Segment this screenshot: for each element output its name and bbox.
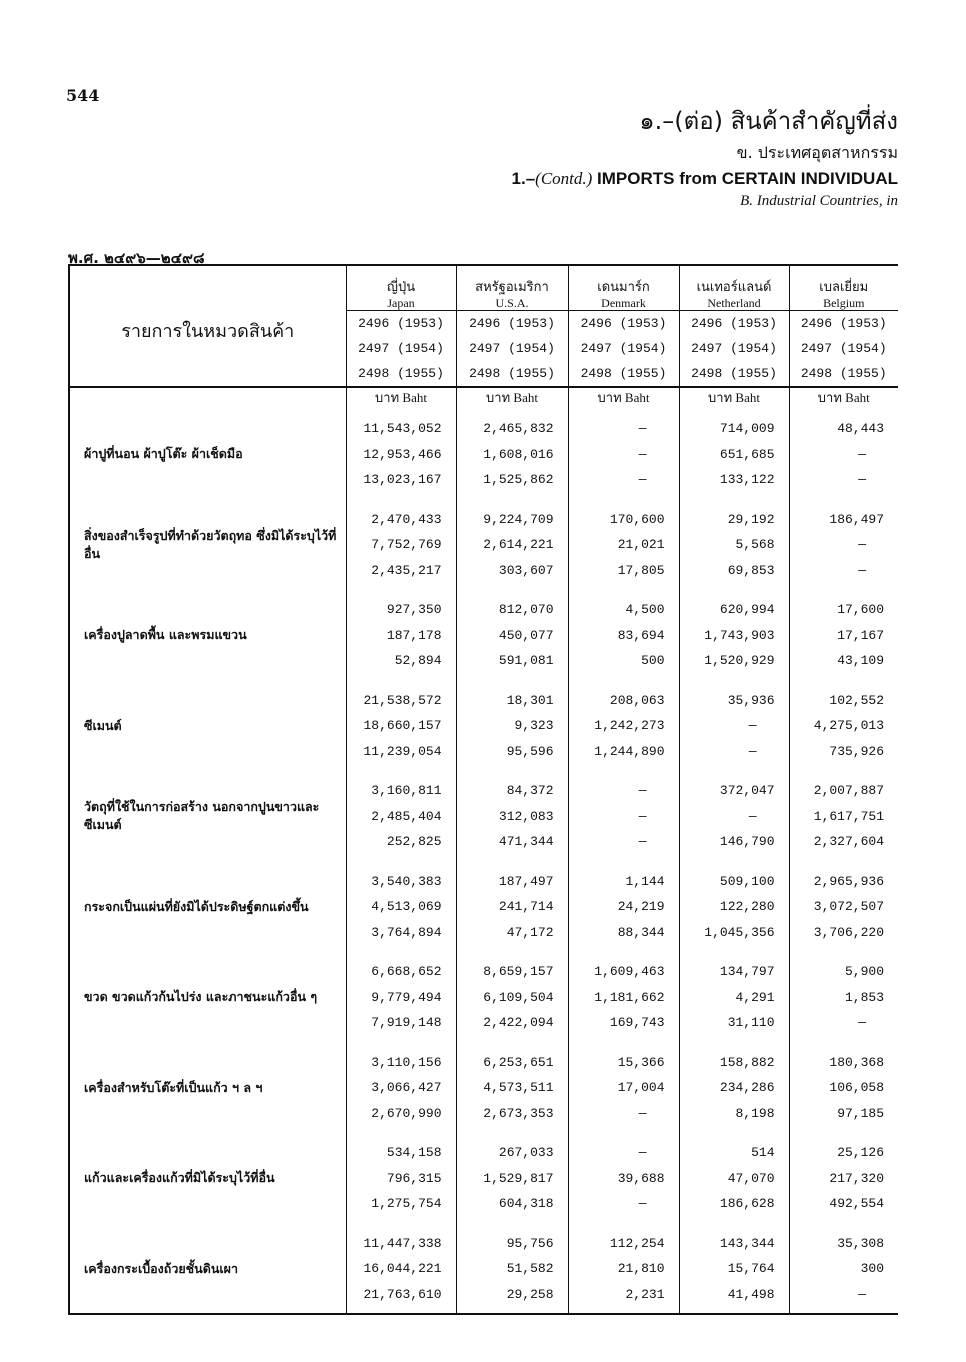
value-cell [456, 499, 568, 590]
year-label: 2498 (1955) [469, 366, 555, 381]
value-cell [789, 589, 898, 680]
table-value: 146,790 [719, 834, 775, 849]
table-value: 3,110,156 [371, 1054, 442, 1070]
value-cell [679, 499, 789, 590]
value-cell [456, 1132, 568, 1223]
table-value: — [638, 1196, 647, 1211]
table-value: 1,743,903 [704, 627, 775, 643]
table-value: 534,158 [386, 1145, 442, 1160]
value-cell [789, 770, 898, 861]
year-label: 2496 (1953) [800, 316, 887, 331]
page-header [512, 104, 898, 212]
table-value: 2,465,832 [483, 421, 554, 436]
item-label: ผ้าปูที่นอน ผ้าปูโต๊ะ ผ้าเช็ดมือ [84, 446, 243, 461]
table-value: 31,110 [727, 1015, 775, 1030]
table-value: 208,063 [609, 692, 665, 708]
table-value: 29,258 [506, 1286, 554, 1302]
value-cell [568, 861, 679, 952]
item-label-cell [69, 1223, 346, 1315]
table-value: 9,323 [514, 718, 554, 733]
value-cell [568, 770, 679, 861]
table-value: 12,953,466 [363, 446, 442, 462]
table-value: — [858, 1286, 866, 1302]
value-cell [679, 1223, 789, 1315]
table-value: 8,659,157 [483, 964, 554, 979]
table-value: 97,185 [837, 1105, 884, 1121]
table-value: 7,752,769 [371, 537, 442, 552]
country-name-english: Japan [347, 296, 456, 311]
table-value: 143,344 [719, 1235, 775, 1251]
table-value: 95,756 [506, 1235, 554, 1251]
table-value: 170,600 [609, 511, 665, 527]
value-cell [568, 951, 679, 1042]
value-cell [679, 589, 789, 680]
table-value: 1,045,356 [704, 924, 775, 940]
value-cell [346, 408, 456, 499]
table-row [69, 499, 898, 590]
value-cell [346, 1223, 456, 1315]
country-name-english: U.S.A. [457, 296, 568, 311]
item-label: เครื่องปูลาดพื้น และพรมแขวน [84, 627, 247, 642]
table-value: 2,007,887 [813, 783, 884, 798]
table-value: 1,244,890 [594, 743, 665, 759]
item-label: แก้วและเครื่องแก้วที่มิได้ระบุไว้ที่อื่น [84, 1170, 275, 1185]
table-value: 6,253,651 [483, 1054, 554, 1070]
unit-label: บาท Baht [568, 387, 679, 408]
table-value: 187,497 [498, 873, 554, 889]
unit-row [69, 387, 898, 408]
table-value: 303,607 [498, 562, 554, 578]
table-value: 2,422,094 [483, 1015, 554, 1030]
year-label: 2496 (1953) [691, 316, 777, 331]
year-label: 2496 (1953) [358, 316, 444, 331]
table-value: — [748, 808, 757, 824]
table-value: 1,144 [625, 873, 665, 889]
table-row [69, 861, 898, 952]
table-value: 88,344 [617, 924, 665, 940]
country-header-usa [456, 265, 568, 387]
table-value: — [858, 472, 866, 487]
table-value: 6,668,652 [371, 964, 442, 979]
table-value: 234,286 [719, 1080, 775, 1095]
table-value: 169,743 [609, 1015, 665, 1030]
year-label: 2498 (1955) [800, 366, 887, 381]
country-name-english: Denmark [569, 296, 679, 311]
table-value: 122,280 [719, 899, 775, 914]
table-value: 4,291 [735, 989, 775, 1005]
item-label-cell [69, 770, 346, 861]
table-row [69, 951, 898, 1042]
value-cell [568, 1042, 679, 1133]
item-label-cell [69, 1132, 346, 1223]
value-cell [456, 951, 568, 1042]
table-value: 180,368 [829, 1054, 884, 1070]
table-value: 6,109,504 [483, 989, 554, 1005]
table-row [69, 680, 898, 771]
table-value: 106,058 [829, 1080, 884, 1095]
table-value: 11,239,054 [363, 743, 442, 759]
value-cell [568, 499, 679, 590]
table-value: 13,023,167 [363, 472, 442, 487]
table-value: 300 [860, 1261, 884, 1276]
table-value: 69,853 [727, 562, 775, 578]
table-value: — [858, 537, 866, 552]
table-value: 372,047 [719, 783, 775, 798]
table-value: 1,617,751 [813, 808, 884, 824]
table-value: 9,779,494 [371, 989, 442, 1005]
item-label: ขวด ขวดแก้วก้นไปร่ง และภาชนะแก้วอื่น ๆ [84, 989, 318, 1004]
table-value: 620,994 [719, 602, 775, 617]
table-value: 11,447,338 [363, 1235, 442, 1251]
table-value: 35,308 [837, 1235, 884, 1251]
table-value: 35,936 [727, 692, 775, 708]
table-value: 2,485,404 [371, 808, 442, 824]
table-value: — [748, 743, 757, 759]
table-value: 47,070 [727, 1170, 775, 1186]
value-cell [789, 951, 898, 1042]
table-value: 16,044,221 [363, 1261, 442, 1276]
unit-cell-empty [69, 387, 346, 408]
table-value: 39,688 [617, 1170, 665, 1186]
value-cell [346, 680, 456, 771]
table-value: 5,568 [735, 537, 775, 552]
table-value: 514 [751, 1145, 775, 1160]
value-cell [346, 770, 456, 861]
year-label: 2497 (1954) [691, 341, 777, 356]
title-en-main: IMPORTS from CERTAIN INDIVIDUAL [592, 169, 898, 188]
page-number: 544 [66, 86, 100, 105]
table-value: — [638, 446, 647, 462]
table-value: 51,582 [506, 1261, 554, 1276]
value-cell [679, 951, 789, 1042]
table-value: 4,573,511 [483, 1080, 554, 1095]
value-cell [789, 680, 898, 771]
table-value: 1,242,273 [594, 718, 665, 733]
table-value: 43,109 [837, 653, 884, 668]
title-en-prefix: 1.– [511, 169, 536, 188]
unit-label: บาท Baht [679, 387, 789, 408]
table-value: 267,033 [498, 1145, 554, 1160]
table-value: 604,318 [498, 1196, 554, 1211]
table-row [69, 1223, 898, 1315]
table-row [69, 1042, 898, 1133]
table-value: 4,275,013 [813, 718, 884, 733]
year-label: 2497 (1954) [358, 341, 444, 356]
value-cell [568, 1223, 679, 1315]
table-value: 187,178 [386, 627, 442, 643]
table-value: 25,126 [837, 1145, 884, 1160]
table-value: 24,219 [617, 899, 665, 914]
table-value: 8,198 [735, 1105, 775, 1121]
year-label: 2498 (1955) [358, 366, 444, 381]
value-cell [789, 1042, 898, 1133]
table-value: — [748, 718, 757, 733]
item-label-cell [69, 408, 346, 499]
item-label: เครื่องกระเบื้องถ้วยชั้นดินเผา [84, 1260, 238, 1276]
table-value: 4,513,069 [371, 899, 442, 914]
table-value: 17,805 [617, 562, 665, 578]
table-value: 217,320 [829, 1170, 884, 1186]
country-header-netherland [679, 265, 789, 387]
table-value: 52,894 [394, 653, 442, 668]
country-name-english: Netherland [680, 296, 789, 311]
value-cell [679, 770, 789, 861]
category-header: รายการในหมวดสินค้า [121, 320, 295, 342]
item-label-cell [69, 680, 346, 771]
year-label: 2498 (1955) [580, 366, 667, 381]
table-value: 2,965,936 [813, 873, 884, 889]
table-value: 2,673,353 [483, 1105, 554, 1121]
table-value: — [858, 562, 866, 578]
table-value: 83,694 [617, 627, 665, 643]
table-value: 2,435,217 [371, 562, 442, 578]
country-name-thai: เดนมาร์ก [597, 280, 650, 295]
value-cell [456, 1042, 568, 1133]
table-value: 15,366 [617, 1054, 665, 1070]
year-label: 2496 (1953) [580, 316, 667, 331]
country-name-thai: ญี่ปุ่น [386, 280, 416, 295]
value-cell [568, 589, 679, 680]
table-value: 252,825 [386, 834, 442, 849]
table-value: 1,275,754 [371, 1196, 442, 1211]
item-label-cell [69, 499, 346, 590]
table-header-row [69, 265, 898, 387]
table-value: 1,525,862 [483, 472, 554, 487]
table-value: 21,538,572 [363, 692, 442, 708]
table-value: 591,081 [498, 653, 554, 668]
table-value: 2,670,990 [371, 1105, 442, 1121]
value-cell [456, 589, 568, 680]
value-cell [346, 861, 456, 952]
unit-label: บาท Baht [456, 387, 568, 408]
imports-table [68, 264, 898, 1315]
value-cell [679, 1042, 789, 1133]
table-value: 471,344 [498, 834, 554, 849]
table-value: 3,072,507 [813, 899, 884, 914]
table-value: — [638, 783, 647, 798]
country-name-english: Belgium [790, 296, 899, 311]
table-value: — [638, 1145, 647, 1160]
value-cell [346, 589, 456, 680]
table-value: 1,181,662 [594, 989, 665, 1005]
table-value: 927,350 [386, 602, 442, 617]
item-label-cell [69, 951, 346, 1042]
table-value: 102,552 [829, 692, 884, 708]
item-label-cell [69, 861, 346, 952]
item-label: เครื่องสำหรับโต๊ะที่เป็นแก้ว ฯ ล ฯ [84, 1079, 263, 1095]
table-value: 3,066,427 [371, 1080, 442, 1095]
table-value: 2,327,604 [813, 834, 884, 849]
title-english [512, 168, 898, 190]
value-cell [789, 499, 898, 590]
unit-label: บาท Baht [346, 387, 456, 408]
table-value: 17,004 [617, 1080, 665, 1095]
table-value: 2,614,221 [483, 537, 554, 552]
table-value: 133,122 [719, 472, 775, 487]
table-value: 17,600 [837, 602, 884, 617]
value-cell [346, 951, 456, 1042]
value-cell [679, 1132, 789, 1223]
table-value: 1,529,817 [483, 1170, 554, 1186]
table-value: 21,763,610 [363, 1286, 442, 1302]
title-en-contd: (Contd.) [535, 169, 593, 188]
table-value: 47,172 [506, 924, 554, 940]
subtitle-english: B. Industrial Countries, in [740, 193, 898, 209]
table-value: — [638, 808, 647, 824]
value-cell [789, 1223, 898, 1315]
table-value: — [638, 472, 647, 487]
table-value: 5,900 [844, 964, 884, 979]
table-value: 21,021 [617, 537, 665, 552]
table-value: 651,685 [719, 446, 775, 462]
table-value: 2,231 [625, 1286, 665, 1302]
item-label-cell [69, 589, 346, 680]
value-cell [789, 1132, 898, 1223]
country-name-thai: เนเทอร์แลนด์ [696, 280, 772, 295]
table-value: 112,254 [609, 1235, 665, 1251]
year-label: 2497 (1954) [580, 341, 667, 356]
table-value: 714,009 [719, 421, 775, 436]
year-label: 2498 (1955) [691, 366, 777, 381]
table-value: 450,077 [498, 627, 554, 643]
unit-label: บาท Baht [789, 387, 898, 408]
year-label: 2497 (1954) [800, 341, 887, 356]
table-value: 48,443 [837, 421, 884, 436]
title-thai: ๑.–(ต่อ) สินค้าสำคัญที่ส่ง [639, 107, 898, 135]
value-cell [568, 680, 679, 771]
table-value: 2,470,433 [371, 511, 442, 527]
table-value: 186,628 [719, 1196, 775, 1211]
country-header-denmark [568, 265, 679, 387]
year-label: 2496 (1953) [469, 316, 555, 331]
value-cell [568, 1132, 679, 1223]
country-name-thai: เบลเยี่ยม [819, 280, 869, 295]
table-value: — [858, 1015, 866, 1030]
table-value: 7,919,148 [371, 1015, 442, 1030]
value-cell [346, 499, 456, 590]
table-value: 1,609,463 [594, 964, 665, 979]
value-cell [456, 680, 568, 771]
value-cell [456, 408, 568, 499]
table-value: 1,853 [844, 989, 884, 1005]
table-value: 29,192 [727, 511, 775, 527]
value-cell [679, 861, 789, 952]
table-value: 1,608,016 [483, 446, 554, 462]
table-value: — [638, 1105, 647, 1121]
table-value: 134,797 [719, 964, 775, 979]
country-header-japan [346, 265, 456, 387]
year-label: 2497 (1954) [469, 341, 555, 356]
table-value: 11,543,052 [363, 421, 442, 436]
category-header-cell [69, 265, 346, 387]
value-cell [679, 408, 789, 499]
table-value: 4,500 [625, 602, 665, 617]
table-value: 3,706,220 [813, 924, 884, 940]
table-value: 3,540,383 [371, 873, 442, 889]
item-label: ซีเมนต์ [84, 717, 122, 733]
value-cell [789, 408, 898, 499]
subtitle-thai: ข. ประเทศอุตสาหกรรม [736, 143, 898, 162]
item-label-cell [69, 1042, 346, 1133]
value-cell [346, 1132, 456, 1223]
table-value: 21,810 [617, 1261, 665, 1276]
table-value: 500 [641, 653, 665, 668]
table-row [69, 408, 898, 499]
table-value: 1,520,929 [704, 653, 775, 668]
table-value: 492,554 [829, 1196, 884, 1211]
table-value: 796,315 [386, 1170, 442, 1186]
table-value: 812,070 [498, 602, 554, 617]
table-row [69, 1132, 898, 1223]
value-cell [679, 680, 789, 771]
table-value: 509,100 [719, 873, 775, 889]
year-range: พ.ศ. ๒๔๙๖—๒๔๙๘ [68, 249, 205, 267]
country-header-belgium [789, 265, 898, 387]
table-value: 735,926 [829, 743, 884, 759]
country-name-thai: สหรัฐอเมริกา [475, 280, 549, 295]
item-label: กระจกเป็นแผ่นที่ยังมิได้ประดิษฐ์ตกแต่งขึ้น [84, 898, 309, 914]
table-value: 17,167 [837, 627, 884, 643]
value-cell [568, 408, 679, 499]
table-value: 95,596 [506, 743, 554, 759]
table-value: 312,083 [498, 808, 554, 824]
table-value: 3,160,811 [371, 783, 442, 798]
value-cell [346, 1042, 456, 1133]
table-value: — [638, 834, 647, 849]
table-value: — [638, 421, 647, 436]
table-row [69, 770, 898, 861]
value-cell [456, 770, 568, 861]
table-value: 15,764 [727, 1261, 775, 1276]
table-value: 84,372 [506, 783, 554, 798]
value-cell [456, 1223, 568, 1315]
table-value: 186,497 [829, 511, 884, 527]
table-value: 158,882 [719, 1054, 775, 1070]
table-value: 241,714 [498, 899, 554, 914]
value-cell [789, 861, 898, 952]
item-label: สิ่งของสำเร็จรูปที่ทำด้วยวัตถุทอ ซึ่งมิได้ระบุไว้ที่อื่น [84, 527, 337, 561]
item-label: วัตถุที่ใช้ในการก่อสร้าง นอกจากปูนขาวและซีเมนต์ [84, 799, 320, 832]
table-value: 18,301 [506, 692, 554, 708]
table-value: 41,498 [727, 1286, 775, 1302]
value-cell [456, 861, 568, 952]
table-value: 3,764,894 [371, 924, 442, 940]
table-value: 18,660,157 [363, 718, 442, 733]
table-row [69, 589, 898, 680]
table-value: 9,224,709 [483, 511, 554, 527]
table-value: — [858, 446, 866, 462]
